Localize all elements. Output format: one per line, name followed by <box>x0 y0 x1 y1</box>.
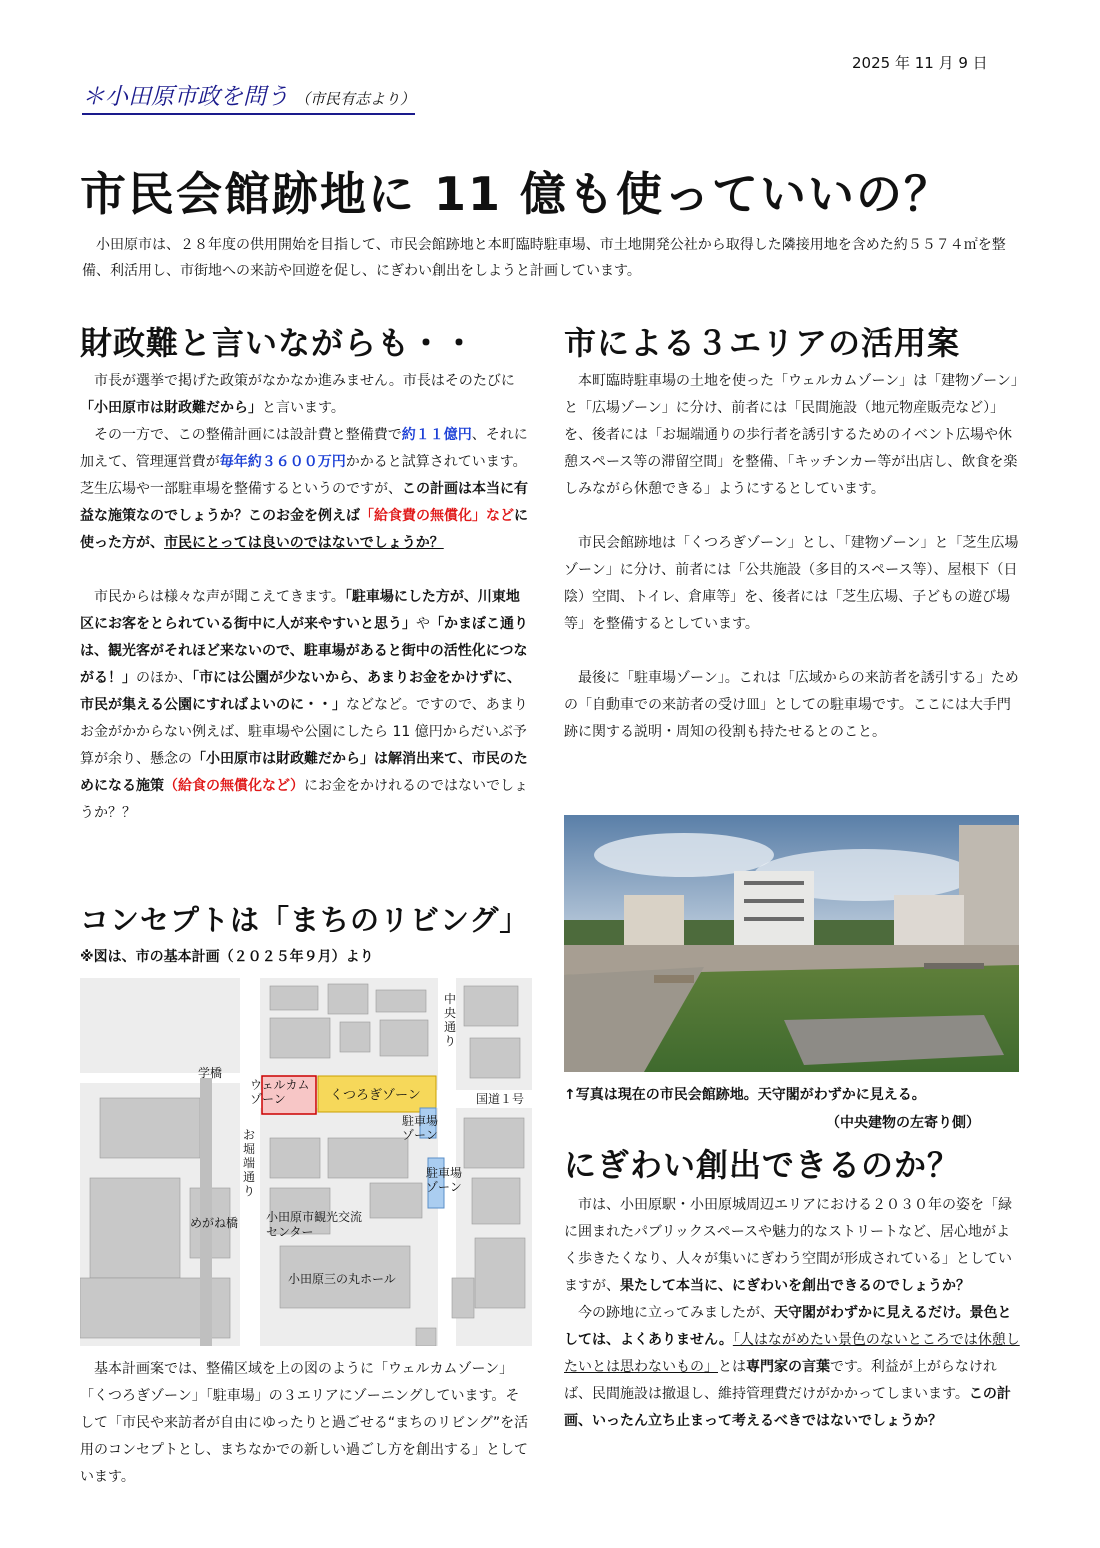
map-label-hall: 小田原三の丸ホール <box>288 1272 396 1286</box>
photo-caption: ↑写真は現在の市民会館跡地。天守閣がわずかに見える。 <box>564 1087 926 1103</box>
expert-words: 専門家の言葉 <box>746 1359 830 1375</box>
paragraph-mayor <box>80 368 532 422</box>
right-column-bottom <box>564 1192 1020 1435</box>
map-label-meganebashi: めがね橋 <box>190 1216 239 1230</box>
text: その一方で、この整備計画には設計費と整備費で <box>94 427 402 443</box>
cost-highlight: 約１１億円 <box>401 427 472 443</box>
lunch-highlight-2: （給食の無償化など） <box>164 778 304 794</box>
map-label-chuo: 中央通り <box>444 992 457 1048</box>
citizen-quote-2: 「かまぼこ通りは、観光客がそれほど来ないので、駐車場があると街中の活性化につながる！」 <box>80 616 528 686</box>
text: 市は、小田原駅・小田原城周辺エリアにおける２０３０年の姿を「緑に囲まれたパブリックスペースや魅力的なストリートなど、居心地がよく歩きたくなり、人々が集いにぎわう空間が形成されている」としていますが、 <box>564 1197 1012 1294</box>
text: にお金をかけれるのではないでしょうか？？ <box>80 778 528 821</box>
closing-question: この計画、いったん立ち止まって考えるべきではないでしょうか？ <box>564 1386 1011 1429</box>
annual-cost-highlight: 毎年約３６００万円 <box>219 454 346 470</box>
series-note: （市民有志より） <box>295 90 416 108</box>
left-column-top <box>80 368 532 827</box>
citizen-quote-1: 「駐車場にした方が、川東地区にお客をとられている街中に人が来やすいと思う」 <box>80 589 520 632</box>
map-label-parking-1: 駐車場ゾーン <box>402 1114 439 1142</box>
map-label-ohoribata: お堀端通り <box>243 1128 256 1198</box>
view-bold: 天守閣がわずかに見えるだけ。景色としては、よくありません。 <box>564 1305 1012 1348</box>
text: などなど。ですので、あまりお金がかからない例えば、駐車場や公園にしたら 11 億円からだいぶ予算が余り、懸念の <box>80 697 528 767</box>
paragraph-citizens <box>80 584 532 827</box>
main-title: 市民会館跡地に 11 億も使っていいの？ <box>80 167 953 221</box>
series-heading <box>82 78 415 115</box>
right-column-top <box>564 368 1020 746</box>
map-label-kutsurogi: くつろぎゾーン <box>330 1088 421 1103</box>
map-source-note: ※図は、市の基本計画（２０２５年９月）より <box>80 949 374 965</box>
map-label-kokudo: 国道１号 <box>476 1092 525 1106</box>
text: や <box>416 616 430 632</box>
heading-fiscal: 財政難と言いながらも・・ <box>80 324 477 362</box>
paragraph-kutsurogi-zone: 市民会館跡地は「くつろぎゾーン」とし、「建物ゾーン」と「芝生広場ゾーン」に分け、前者には「公共施設（多目的スペース等）、屋根下（日陰）空間、トイレ、倉庫等」を、後者には「芝生広場、子どもの遊び場等」を整備するとしています。 <box>564 535 1019 632</box>
text: です。利益が上がらなければ、民間施設は撤退し、維持管理費だけがかかってしまいます。 <box>564 1359 997 1402</box>
text: のほか、 <box>136 670 192 686</box>
heading-three-areas: 市による３エリアの活用案 <box>564 324 961 362</box>
site-photo <box>564 815 1019 1072</box>
paragraph-cost <box>80 422 532 557</box>
text: 、それに加えて、管理運営費が <box>80 427 528 470</box>
left-column-bottom <box>80 1356 532 1491</box>
paragraph-parking-zone: 最後に「駐車場ゾーン」。これは「広域からの来訪者を誘引する」ための「自動車での来訪者の受け皿」としての駐車場です。ここには大手門跡に関する説明・周知の役割も持たせるとのこと。 <box>564 670 1019 740</box>
map-label-parking-2: 駐車場ゾーン <box>426 1166 463 1194</box>
text: に使った方が、 <box>80 508 528 551</box>
text: 市民からは様々な声が聞こえてきます。 <box>94 589 345 605</box>
map-label-welcome: ウェルカムゾーン <box>250 1078 310 1106</box>
text: 市長が選挙で掲げた政策がなかなか進みません。市長はそのたびに <box>94 373 515 389</box>
resolve-bold: 「小田原市は財政難だから」は解消出来て、市民のためになる施策 <box>80 751 528 794</box>
zoning-map-drawing <box>80 978 532 1346</box>
paragraph-welcome-zone: 本町臨時駐車場の土地を使った「ウェルカムゾーン」は「建物ゾーン」と「広場ゾーン」に分け、前者には「民間施設（地元物産販売など）」を、後者には「お堀端通りの歩行者を誘引するためのイベント広場や休憩スペース等の滞留空間」を整備、「キッチンカー等が出店し、飲食を楽しみながら休憩できる」ようにするとしています。 <box>564 373 1018 497</box>
lunch-highlight: 「給食費の無償化」など <box>360 508 514 524</box>
zoning-map <box>80 978 532 1346</box>
text: かかると試算されています。芝生広場や一部駐車場を整備するというのですが、 <box>80 454 527 497</box>
citizen-quote-3: 「市には公園が少ないから、あまりお金をかけずに、市民が集える公園にすればよいのに・・」 <box>80 670 521 713</box>
question-underlined: 市民にとっては良いのではないでしょうか？ <box>164 535 444 551</box>
map-label-center: 小田原市観光交流センター <box>266 1210 363 1239</box>
quote-fiscal: 「小田原市は財政難だから」 <box>80 400 262 416</box>
heading-concept: コンセプトは「まちのリビング」 <box>80 903 530 937</box>
question-bold: この計画は本当に有益な施策なのでしょうか？このお金を例えば <box>80 481 528 524</box>
question-nigiwai: 果たして本当に、にぎわいを創出できるのでしょうか？ <box>620 1278 970 1294</box>
photo-caption-note: （中央建物の左寄り側） <box>826 1115 980 1131</box>
text: とは <box>718 1359 746 1375</box>
expert-quote: 「人はながめたい景色のないところでは休憩したいとは思わないもの」 <box>564 1332 1020 1375</box>
paragraph-view <box>564 1300 1020 1435</box>
map-label-gakkyo: 学橋 <box>198 1066 223 1080</box>
text: と言います。 <box>262 400 345 416</box>
paragraph-vision <box>564 1192 1020 1300</box>
paragraph-concept: 基本計画案では、整備区域を上の図のように「ウェルカムゾーン」「くつろぎゾーン」「駐車場」の３エリアにゾーニングしています。そして「市民や来訪者が自由にゆったりと過ごせる“まちのリビング”を活用のコンセプトとし、まちなかでの新しい過ごし方を創出する」としています。 <box>80 1361 529 1485</box>
series-title: ＊小田原市政を問う <box>82 84 289 110</box>
intro-paragraph: 小田原市は、２８年度の供用開始を目指して、市民会館跡地と本町臨時駐車場、市土地開発公社から取得した隣接用地を含めた約５５７４㎡を整備、利活用し、市街地への来訪や回遊を促し、にぎわい創出をしようと計画しています。 <box>82 237 1006 279</box>
issue-date: 2025 年 11 月 9 日 <box>852 54 988 72</box>
site-photo-drawing <box>564 815 1019 1072</box>
text: 今の跡地に立ってみましたが、 <box>578 1305 774 1321</box>
heading-nigiwai: にぎわい創出できるのか？ <box>564 1146 961 1184</box>
